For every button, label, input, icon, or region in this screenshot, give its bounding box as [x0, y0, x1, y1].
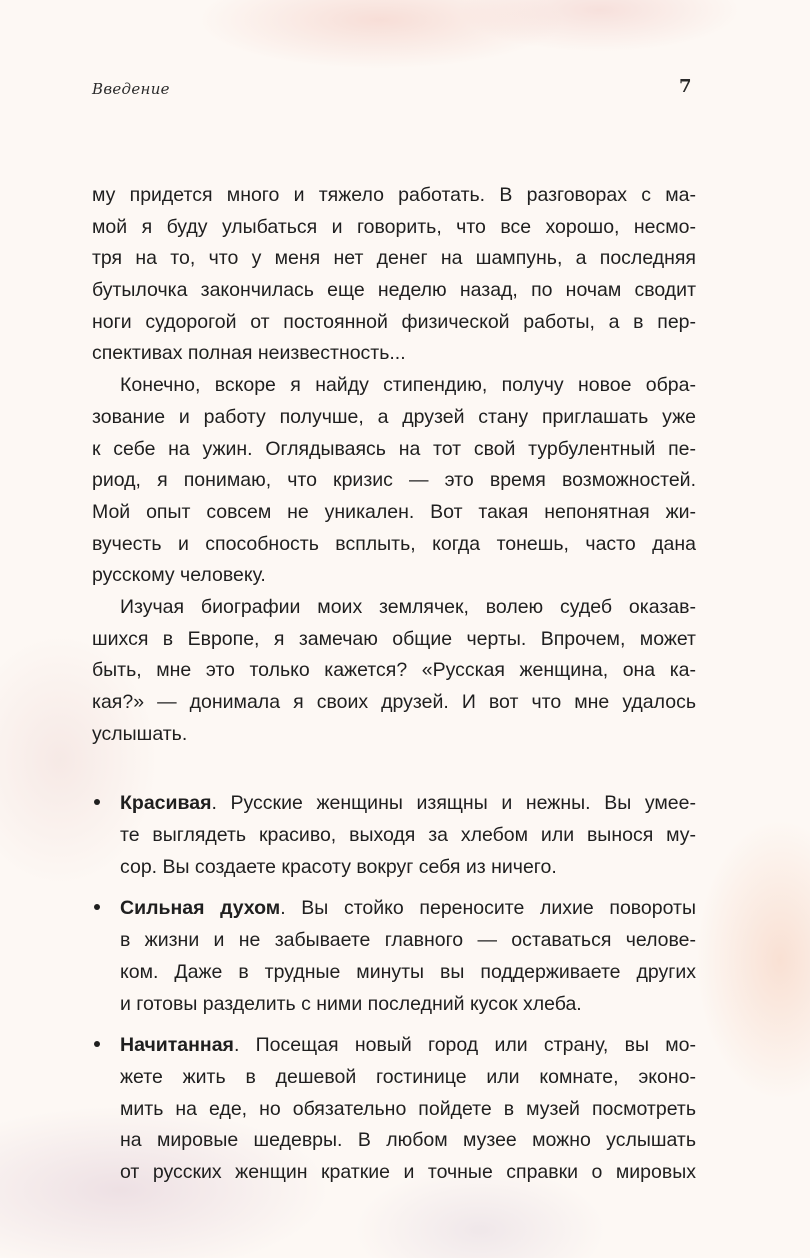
text-line: тря на то, что у меня нет денег на шампунь, а последняя — [92, 247, 696, 270]
bullet-icon — [94, 799, 100, 805]
bullet-term: Сильная духом — [120, 897, 281, 920]
text-line: ком. Даже в трудные минуты вы поддерживаете других — [120, 960, 696, 983]
bullet-text: . Русские женщины изящны и нежны. Вы умее- — [211, 792, 696, 815]
text-line: и готовы разделить с ними последний кусок хлеба. — [120, 992, 582, 1015]
bullet-icon — [94, 1041, 100, 1047]
text-line: зование и работу получше, а друзей стану приглашать уже — [92, 405, 696, 428]
text-line: Изучая биографии моих землячек, волею судеб оказав- — [120, 595, 696, 618]
bullet-item — [92, 1030, 696, 1188]
text-line: сор. Вы создаете красоту вокруг себя из ничего. — [120, 855, 557, 878]
text-line: бутылочка закончилась еще неделю назад, по ночам сводит — [92, 279, 696, 302]
paragraph-2 — [92, 370, 696, 592]
text-line: му придется много и тяжело работать. В разговорах с ма- — [92, 184, 696, 206]
text-line: вучесть и способность всплыть, когда тонешь, часто дана — [92, 532, 696, 555]
text-line: риод, я понимаю, что кризис — это время возможностей. — [92, 469, 696, 492]
bullet-icon — [94, 904, 100, 910]
bullet-text: . Посещая новый город или страну, вы мо- — [233, 1034, 696, 1057]
text-line: те выглядеть красиво, выходя за хлебом или вынося му- — [120, 824, 696, 847]
text-line — [120, 788, 696, 820]
bullet-term: Начитанная — [120, 1034, 234, 1057]
text-line: жете жить в дешевой гостинице или комнате, эконо- — [120, 1065, 696, 1088]
text-line — [120, 893, 696, 925]
text-line: спективах полная неизвестность... — [92, 342, 406, 365]
text-line: кая?» — донимала я своих друзей. И вот что мне удалось — [92, 691, 696, 713]
text-line: Конечно, вскоре я найду стипендию, получу новое обра- — [120, 374, 696, 397]
text-line: шихся в Европе, я замечаю общие черты. Впрочем, может — [92, 627, 696, 650]
text-line: мой я буду улыбаться и говорить, что все хорошо, несмо- — [92, 215, 696, 238]
text-line: русскому человеку. — [92, 564, 266, 587]
text-line: ноги судорогой от постоянной физической работы, а в пер- — [92, 310, 696, 333]
bullet-item — [92, 893, 696, 1020]
bullet-term: Красивая — [120, 792, 212, 815]
text-line: к себе на ужин. Оглядываясь на тот свой турбулентный пе- — [92, 437, 696, 460]
text-line: от русских женщин краткие и точные справки о мировых — [120, 1160, 696, 1183]
text-line: в жизни и не забываете главного — оставаться челове- — [120, 929, 696, 952]
text-line: быть, мне это только кажется? «Русская женщина, она ка- — [92, 659, 696, 682]
text-line: Мой опыт совсем не уникален. Вот такая непонятная жи- — [92, 500, 696, 523]
paragraph-1 — [92, 180, 696, 370]
bullet-text: . Вы стойко переносите лихие повороты — [280, 897, 696, 920]
page-number: 7 — [679, 76, 692, 97]
text-line: мить на еде, но обязательно пойдете в музей посмотреть — [120, 1097, 696, 1120]
paragraph-3 — [92, 592, 696, 750]
text-line: услышать. — [92, 722, 188, 745]
bullet-list — [92, 788, 696, 1188]
body-text — [92, 180, 696, 1199]
running-head: Введение — [92, 80, 170, 98]
text-line: на мировые шедевры. В любом музее можно услышать — [120, 1129, 696, 1152]
text-line — [120, 1030, 696, 1062]
bullet-item — [92, 788, 696, 883]
